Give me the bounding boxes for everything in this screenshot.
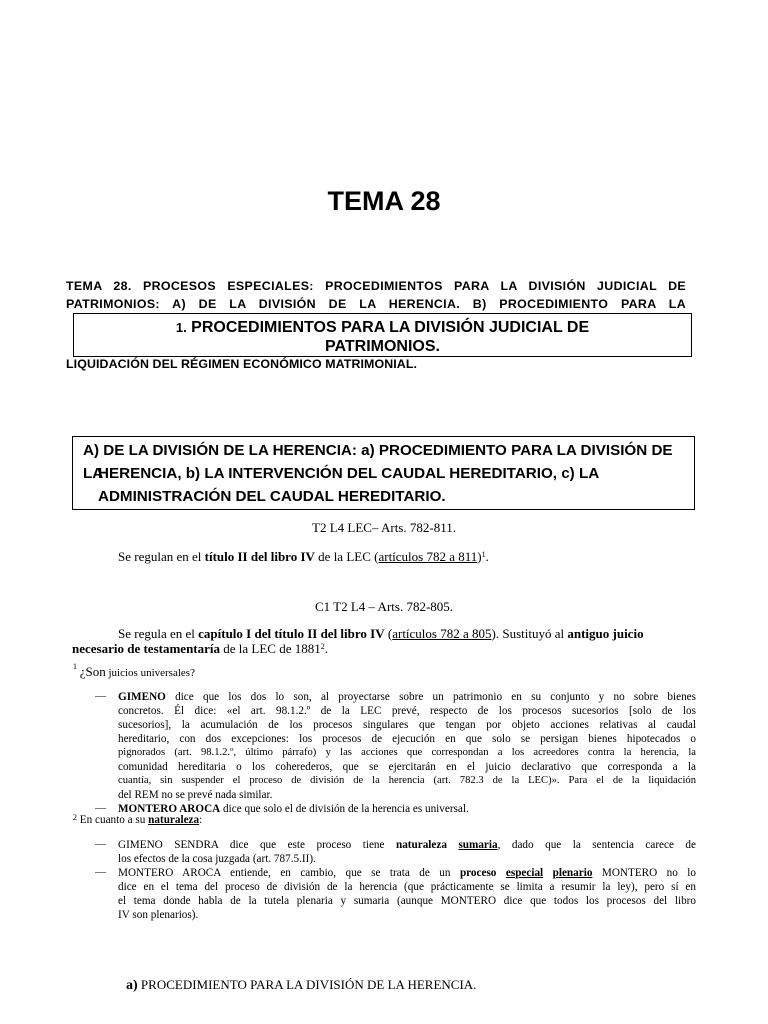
montero2-text: MONTERO AROCA entiende, en cambio, que se trata de un <box>118 867 460 879</box>
sendra-line-2: los efectos de la cosa juzgada (art. 787.5.II). <box>118 853 316 865</box>
reference-2: C1 T2 L4 – Arts. 782-805. <box>314 599 454 614</box>
montero2-bold-proceso: proceso <box>459 867 497 879</box>
sendra-post: , dado que la sentencia carece de <box>497 839 696 851</box>
para1-end: . <box>485 549 489 564</box>
reference-1: T2 L4 LEC– Arts. 782-811. <box>312 520 456 535</box>
footnote-2-title <box>73 813 202 827</box>
footnote-1-number: 1 <box>73 662 77 671</box>
dash-bullet: — <box>95 838 106 850</box>
section-1-heading <box>74 314 691 356</box>
para2-mid: ( <box>384 626 393 641</box>
sendra-bold-sumaria: sumaria <box>458 839 498 851</box>
gimeno-line-2: concretos. Él dice: «el art. 98.1.2.º de la LEC prevé, respecto de los procesos sucesorios [solo de los <box>118 705 696 717</box>
footnote-1-title <box>73 664 195 680</box>
sendra-bold-naturaleza: naturaleza <box>395 839 447 851</box>
dash-bullet: — <box>95 690 106 702</box>
para2-post: ). Sustituyó al <box>491 626 568 641</box>
gimeno-line-1: dice que los dos lo son, al proyectarse sobre un patrimonio en su conjunto y no sobre bienes <box>165 691 696 703</box>
montero2-bold-plenario: plenario <box>552 867 593 879</box>
section-a-line-1: A) DE LA DIVISIÓN DE LA HERENCIA: a) PROCEDIMIENTO PARA LA DIVISIÓN DE LA <box>83 442 673 482</box>
para2-articles-link[interactable]: artículos 782 a 805 <box>392 626 492 641</box>
para1-bold: título II del libro IV <box>204 549 315 564</box>
footnote-2-end: : <box>199 814 203 826</box>
section-1-number: 1. <box>175 320 187 335</box>
gimeno-name: GIMENO <box>118 691 166 703</box>
montero-opinion-2 <box>118 866 696 922</box>
montero2-bold-especial: especial <box>505 867 544 879</box>
montero-opinion-1-text: dice que solo el de división de la herencia es universal. <box>220 803 469 815</box>
section-a-line-3: ADMINISTRACIÓN DEL CAUDAL HEREDITARIO. <box>98 488 446 505</box>
montero-name: MONTERO AROCA <box>118 803 221 815</box>
gimeno-line-4: hereditario, con dos excepciones: los procesos de ejecución en que solo se persigan bienes hipotecados o <box>118 733 696 745</box>
gimeno-line-8: del REM no se prevé nada similar. <box>118 789 273 801</box>
para2-bold-3: necesario de testamentaría <box>72 641 221 656</box>
section-a-line-2: HERENCIA, b) LA INTERVENCIÓN DEL CAUDAL HEREDITARIO, c) LA <box>98 465 600 482</box>
gimeno-line-6: comunidad hereditaria o los coherederos, que se ejercitarán en el juicio declarativo que corresponda a la <box>118 761 696 773</box>
montero2-line-2: dice en el tema del proceso de división de la herencia (que prácticamente se limita a resumir la ley), pero sí en <box>118 881 696 893</box>
subheading-a <box>126 977 476 994</box>
montero2-line-3: el tema donde habla de la tutela plenaria y sumaria (aunque MONTERO dice que todos los procesos del libro <box>118 895 696 907</box>
page-title: TEMA 28 <box>327 186 441 216</box>
paragraph-2-line-1 <box>118 626 644 642</box>
para2-end: de la LEC de 1881 <box>220 641 321 656</box>
paragraph-2-line-2 <box>72 641 328 657</box>
dash-bullet: — <box>95 802 106 814</box>
footnote-2-naturaleza: naturaleza <box>148 814 200 826</box>
para1-text: Se regulan en el <box>118 549 205 564</box>
para1-mid: de la LEC ( <box>314 549 379 564</box>
dash-bullet: — <box>95 866 106 878</box>
montero2-post: MONTERO no lo <box>592 867 697 879</box>
footnote-2-number: 2 <box>73 813 77 822</box>
montero2-line-4: IV son plenarios). <box>118 909 199 921</box>
footnote-ref-1[interactable]: 1 <box>481 550 486 559</box>
subheading-letter: a) <box>126 978 138 993</box>
paragraph-1 <box>118 549 489 565</box>
sendra-text: GIMENO SENDRA dice que este proceso tiene <box>118 839 396 851</box>
footnote-1-rest: juicios universales? <box>105 667 195 679</box>
gimeno-opinion <box>118 690 696 802</box>
section-1-title-line-1: PROCEDIMIENTOS PARA LA DIVISIÓN JUDICIAL DE <box>191 319 590 336</box>
subheading-text: PROCEDIMIENTO PARA LA DIVISIÓN DE LA HERENCIA. <box>137 977 477 992</box>
section-1-title-line-2: PATRIMONIOS. <box>325 338 440 355</box>
intro-line-1: TEMA 28. PROCESOS ESPECIALES: PROCEDIMIENTOS PARA LA DIVISIÓN JUDICIAL DE <box>66 279 686 293</box>
para2-bold: capítulo I del título II del libro IV <box>198 626 385 641</box>
para2-end-2: . <box>324 641 328 656</box>
para1-post: ) <box>477 549 482 564</box>
sendra-opinion <box>118 838 696 866</box>
footnote-2-pre: En cuanto a su <box>77 814 149 826</box>
gimeno-line-7: cuantía, sin suspender el proceso de división de la herencia (art. 782.3 de la LEC)». Para el de la liquidación <box>118 775 696 786</box>
section-1-heading-box <box>73 313 692 357</box>
para2-text: Se regula en el <box>118 626 199 641</box>
para2-bold-2: antiguo juicio <box>567 626 644 641</box>
footnote-ref-2[interactable]: 2 <box>320 642 325 651</box>
para1-articles-link[interactable]: artículos 782 a 811 <box>378 549 478 564</box>
gimeno-line-3: sucesorios], la acumulación de los procesos singulares que tengan por objeto acciones relativas al caudal <box>118 719 696 731</box>
gimeno-line-5: pignorados (art. 98.1.2.º, último párrafo) y las acciones que correspondan a los acreedores contra la herencia, la <box>118 747 696 758</box>
footnote-1-question: ¿Son <box>79 664 106 679</box>
section-a-heading-box <box>72 436 695 510</box>
intro-line-3: LIQUIDACIÓN DEL RÉGIMEN ECONÓMICO MATRIMONIAL. <box>66 357 418 371</box>
intro-line-2: PATRIMONIOS: A) DE LA DIVISIÓN DE LA HERENCIA. B) PROCEDIMIENTO PARA LA <box>66 297 686 311</box>
